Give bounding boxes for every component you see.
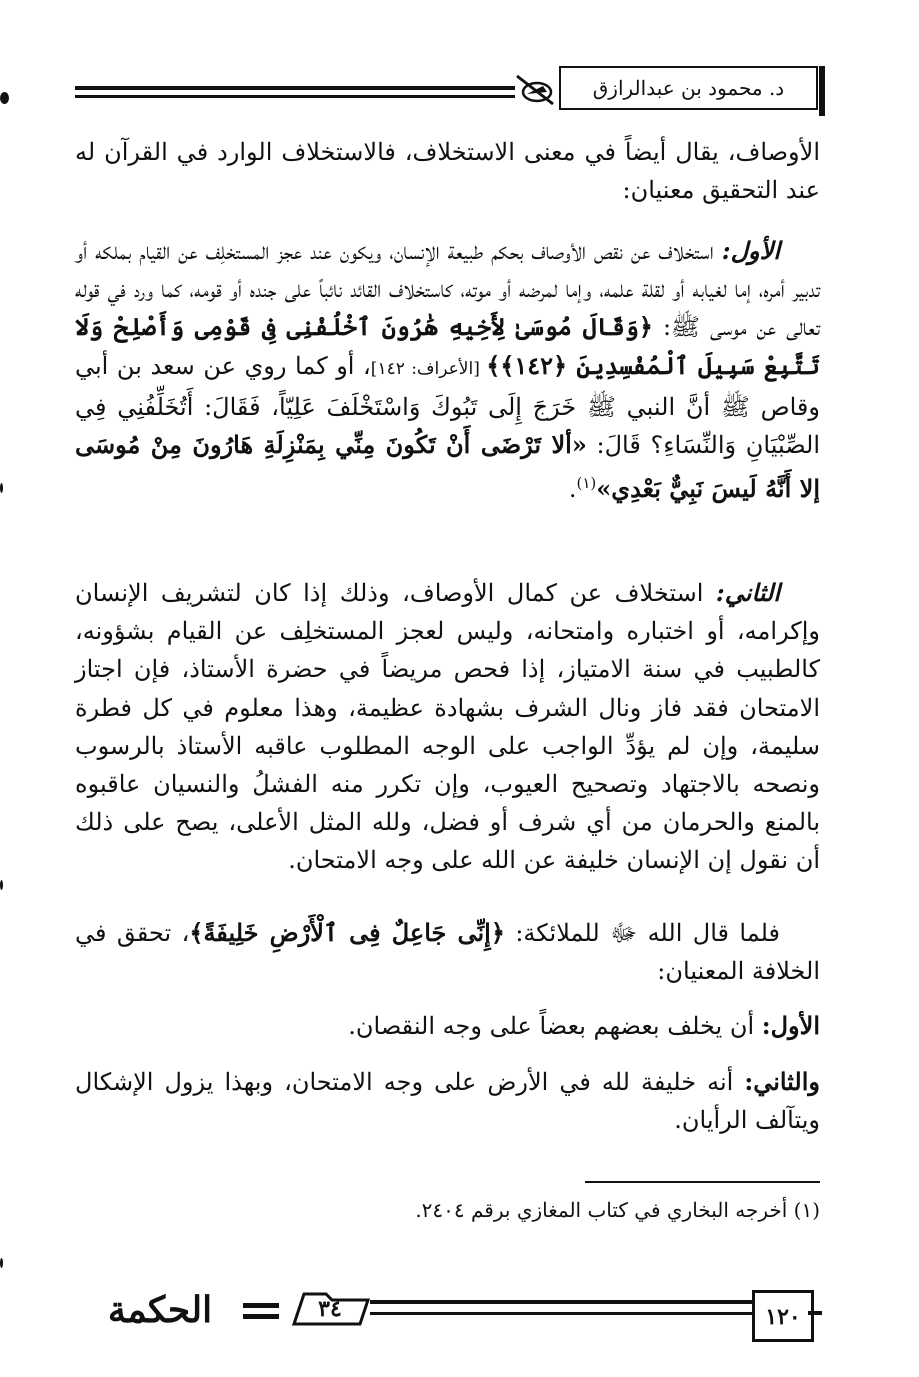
header-box-shadow: [819, 66, 825, 116]
footnote-marker: (١): [576, 474, 597, 493]
paragraph-text: أن يخلف بعضهم بعضاً على وجه النقصان.: [348, 1012, 762, 1040]
paragraph-text: استخلاف عن كمال الأوصاف، وذلك إذا كان لتشريف الإنسان وإكرامه، أو اختباره وامتحانه، وليس لعجز المستخلِف عن القيام بشؤونه، كالطبيب في سنة الامتياز، إذا فحص مريضاً في حضرة الأستاذ، فإن اجتاز الامتحان فقد فاز ونال الشرف بشهادة عظيمة، وهذا معلوم في كل فطرة سليمة، وإن لم يؤدِّ الواجب على الوجه المطلوب عاقبه الأستاذ بالرسوب ونصحه بالاجتهاد وتصحيح العيوب، وإن تكرر منه الفشلُ والنسيان عاقبوه بالمنع والحرمان من أي شرف أو فضل، ولله المثل الأعلى، يصح على ذلك أن نقول إن الإنسان خليفة عن الله على وجه الامتحان.: [75, 579, 821, 875]
section-lead: الأول:: [721, 236, 780, 265]
quran-verse: ﴿وَقَالَ مُوسَىٰ لِأَخِيهِ هَٰرُونَ ٱخْلُفْنِى فِى قَوْمِى وَأَصْلِحْ وَلَا تَتَّبِعْ سَبِيلَ ٱلْمُفْسِدِينَ ﴿١٤٢﴾﴾: [75, 312, 820, 380]
pen-ornament-icon: [513, 72, 557, 108]
footer-rule: [370, 1300, 752, 1304]
section-lead: الثاني:: [715, 578, 780, 607]
paragraph: [75, 1063, 820, 1139]
quran-verse: ﴿إِنِّى جَاعِلٌ فِى ٱلْأَرْضِ خَلِيفَةً﴾: [189, 918, 505, 947]
footer-rule: [808, 1311, 822, 1315]
paragraph-text: فلما قال الله ﷻ للملائكة:: [504, 919, 781, 947]
footnote-rule: [585, 1181, 820, 1183]
paragraph: [75, 133, 820, 209]
paragraph-text: أنه خليفة لله في الأرض على وجه الامتحان، وبهذا يزول الإشكال ويتآلف الرأيان.: [75, 1068, 820, 1135]
binding-mark: [0, 880, 3, 890]
binding-mark: [0, 1258, 3, 1268]
paragraph: [75, 914, 820, 990]
magazine-logo: الحكمة: [107, 1289, 213, 1331]
paragraph-text: ، أو كما روي عن سعد بن أبي وقاص ﷺ أنَّ النبي ﷺ خَرَجَ إِلَى تَبُوكَ وَاسْتَخْلَفَ عَلِيّاً، فَقَالَ: أَتُخَلِّفُنِي فِي الصِّبْيَانِ وَالنِّسَاءِ؟ قَالَ:: [75, 351, 820, 460]
footer-rule: [370, 1312, 752, 1315]
paragraph-text: .: [568, 475, 577, 504]
footer-rule: [243, 1314, 279, 1319]
hadith-quote: «ألا تَرْضَى أَنْ تَكُونَ مِنِّي بِمَنْزِلَةِ هَارُونَ مِنْ مُوسَى إلا أَنَّهُ لَيسَ نَبِيٌّ بَعْدِي»: [75, 430, 820, 504]
binding-mark: [0, 92, 9, 104]
header-rule: [75, 95, 515, 98]
section-lead: والثاني:: [744, 1067, 820, 1096]
binding-mark: [0, 483, 3, 493]
paragraph: [75, 232, 820, 508]
paragraph-text: الأوصاف، يقال أيضاً في معنى الاستخلاف، فالاستخلاف الوارد في القرآن له عند التحقيق معنيان:: [75, 138, 820, 205]
footnote: (١) أخرجه البخاري في كتاب المغازي برقم ٢٤٠٤.: [415, 1198, 820, 1222]
paragraph-text: ، تحقق في الخلافة المعنيان:: [75, 919, 820, 986]
paragraph: [75, 1007, 820, 1045]
paragraph-text: استخلاف عن نقص الأوصاف بحكم طبيعة الإنسان، ويكون عند عجز المستخلِف عن القيام بملكه أو تدبير أمره، إما لغيابه أو لقلة علمه، وإما لمرضه أو موته، كاستخلاف القائد نائباً على جنده أو قومه، كما ورد في قوله تعالى عن موسى ﷺ:: [75, 237, 820, 342]
section-lead: الأول:: [761, 1011, 820, 1040]
paragraph: [75, 574, 820, 880]
footer-rule: [243, 1303, 279, 1308]
running-title: د. محمود بن عبدالرازق: [559, 66, 818, 110]
verse-reference: [الأعراف: ١٤٢]: [370, 358, 487, 379]
issue-number: ٣٤: [318, 1296, 342, 1322]
page-number: ١٢٠: [752, 1290, 814, 1342]
header-rule: [75, 86, 515, 90]
